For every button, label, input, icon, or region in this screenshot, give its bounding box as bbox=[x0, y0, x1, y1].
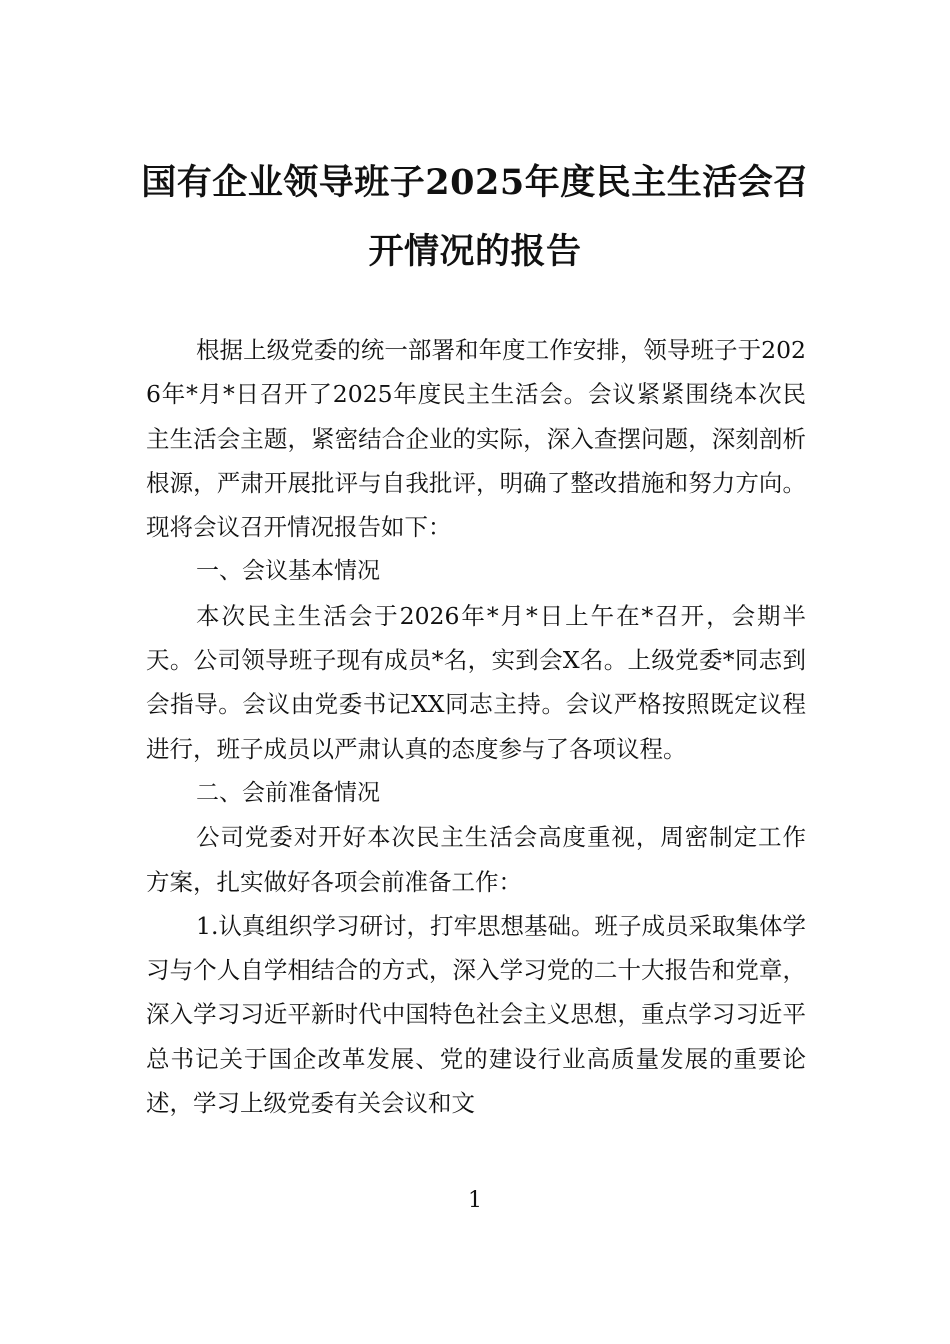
intro-paragraph: 根据上级党委的统一部署和年度工作安排，领导班子于2026年*月*日召开了2025年度民主生活会。会议紧紧围绕本次民主生活会主题，紧密结合企业的实际，深入查摆问题，深刻剖析根源，严肃开展批评与自我批评，明确了整改措施和努力方向。现将会议召开情况报告如下： bbox=[146, 336, 806, 542]
section-1-paragraph: 本次民主生活会于2026年*月*日上午在*召开，会期半天。公司领导班子现有成员*名，实到会X名。上级党委*同志到会指导。会议由党委书记XX同志主持。会议严格按照既定议程进行，班子成员以严肃认真的态度参与了各项议程。 bbox=[146, 601, 806, 763]
document-body bbox=[146, 328, 806, 1125]
document-title-line-1: 国有企业领导班子2025年度民主生活会召 bbox=[141, 162, 809, 203]
item-1-lead: 1.认真组织学习研讨，打牢思想基础。 bbox=[196, 911, 595, 940]
item-1-text: 班子成员采取集体学习与个人自学相结合的方式，深入学习党的二十大报告和党章，深入学习习近平新时代中国特色社会主义思想，重点学习习近平总书记关于国企改革发展、党的建设行业高质量发展的重要论述，学习上级党委有关会议和文 bbox=[146, 911, 807, 1118]
section-2-heading: 二、会前准备情况 bbox=[196, 779, 380, 806]
section-2-paragraph: 公司党委对开好本次民主生活会高度重视，周密制定工作方案，扎实做好各项会前准备工作： bbox=[146, 823, 806, 896]
item-1-paragraph bbox=[146, 904, 806, 1125]
section-1-heading: 一、会议基本情况 bbox=[196, 558, 380, 585]
page-number: 1 bbox=[468, 1188, 482, 1213]
document-title-line-2: 开情况的报告 bbox=[368, 231, 582, 272]
